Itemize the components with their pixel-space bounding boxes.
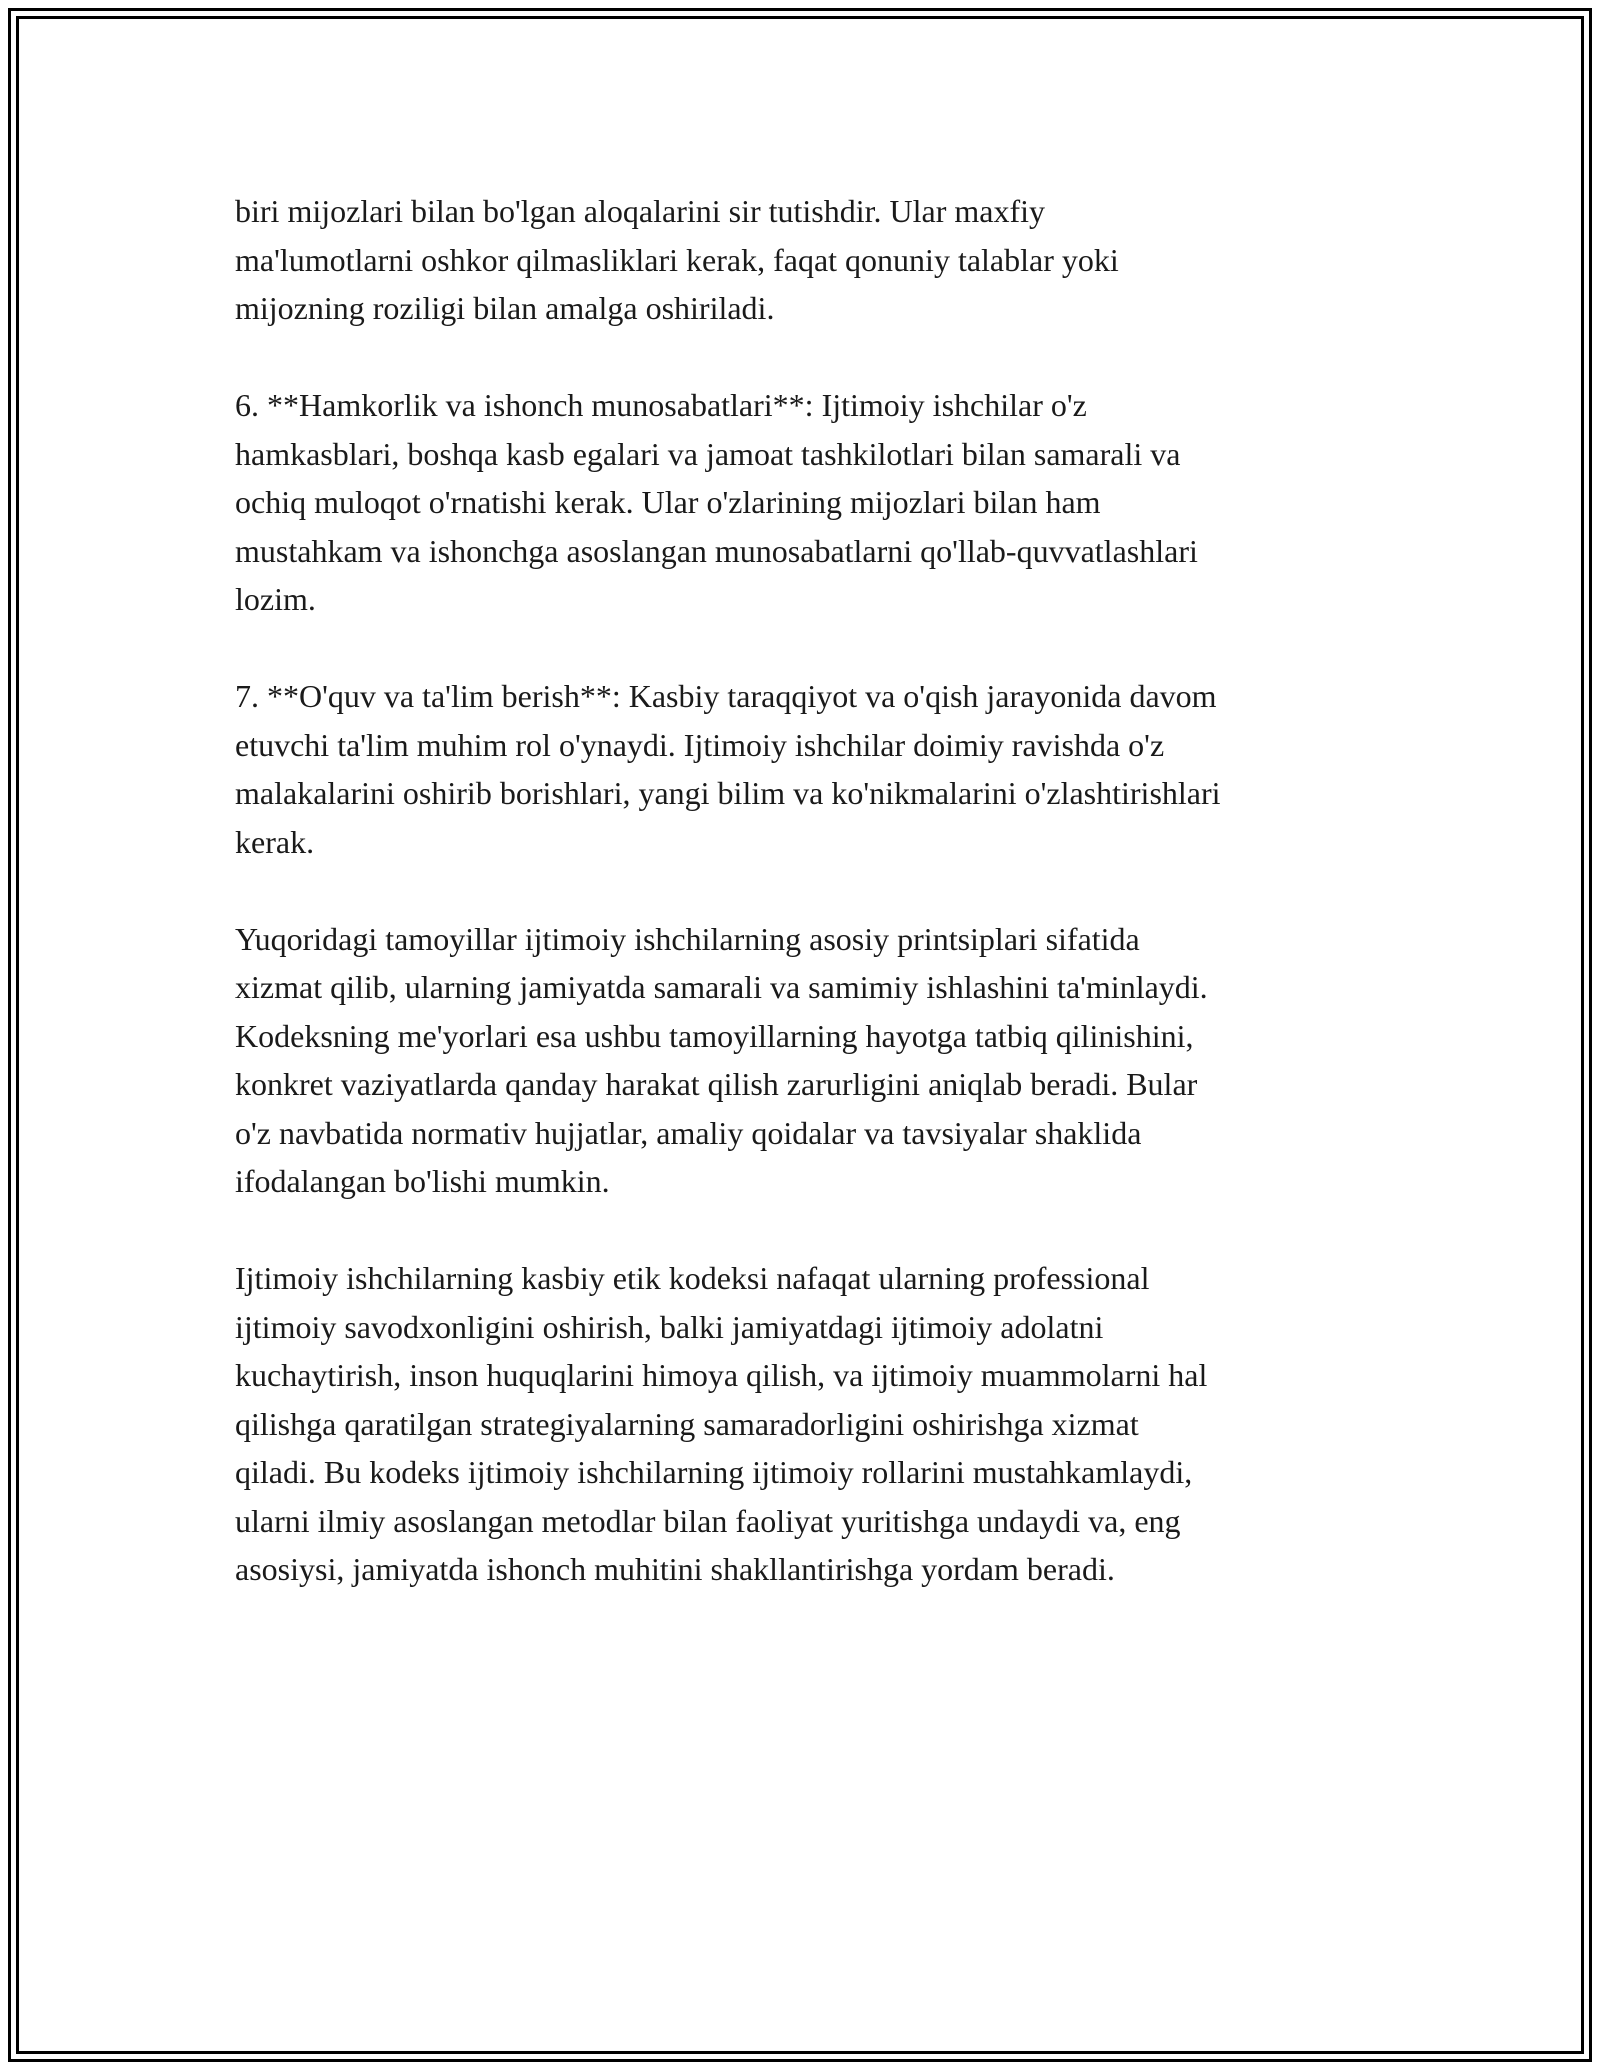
text-line: Ijtimoiy ishchilarning kasbiy etik kodeksi nafaqat ularning professional <box>235 1260 1150 1296</box>
text-line: konkret vaziyatlarda qanday harakat qilish zarurligini aniqlab beradi. Bular <box>235 1066 1198 1102</box>
text-line: hamkasblari, boshqa kasb egalari va jamoat tashkilotlari bilan samarali va <box>235 435 1181 472</box>
paragraph-item-6 <box>235 381 1375 624</box>
text-line: 6. **Hamkorlik va ishonch munosabatlari**: Ijtimoiy ishchilar o'z <box>235 387 1087 423</box>
text-line: lozim. <box>235 581 316 617</box>
document-body <box>235 187 1375 1642</box>
text-line: asosiysi, jamiyatda ishonch muhitini shakllantirishga yordam beradi. <box>235 1551 1115 1587</box>
text-line: malakalarini oshirib borishlari, yangi bilim va ko'nikmalarini o'zlashtirishlari <box>235 775 1221 811</box>
text-line: ijtimoiy savodxonligini oshirish, balki jamiyatdagi ijtimoiy adolatni <box>235 1308 1104 1345</box>
text-line: ochiq muloqot o'rnatishi kerak. Ular o'zlarining mijozlari bilan ham <box>235 484 1101 520</box>
text-line: Kodeksning me'yorlari esa ushbu tamoyillarning hayotga tatbiq qilinishini, <box>235 1017 1194 1054</box>
paragraph-confidentiality-continued <box>235 187 1375 333</box>
text-line: kerak. <box>235 823 315 860</box>
text-line: qiladi. Bu kodeks ijtimoiy ishchilarning ijtimoiy rollarini mustahkamlaydi, <box>235 1454 1193 1490</box>
text-line: 7. **O'quv va ta'lim berish**: Kasbiy taraqqiyot va o'qish jarayonida davom <box>235 678 1217 714</box>
paragraph-item-7 <box>235 672 1375 866</box>
text-line: ularni ilmiy asoslangan metodlar bilan faoliyat yuritishga undaydi va, eng <box>235 1502 1181 1539</box>
text-line: ifodalangan bo'lishi mumkin. <box>235 1163 610 1199</box>
text-line: biri mijozlari bilan bo'lgan aloqalarini sir tutishdir. Ular maxfiy <box>235 193 1046 229</box>
text-line: Yuqoridagi tamoyillar ijtimoiy ishchilarning asosiy printsiplari sifatida <box>235 920 1140 957</box>
text-line: ma'lumotlarni oshkor qilmasliklari kerak, faqat qonuniy talablar yoki <box>235 241 1119 278</box>
text-line: mustahkam va ishonchga asoslangan munosabatlarni qo'llab-quvvatlashlari <box>235 532 1198 569</box>
text-line: qilishga qaratilgan strategiyalarning samaradorligini oshirishga xizmat <box>235 1405 1139 1442</box>
text-line: xizmat qilib, ularning jamiyatda samarali va samimiy ishlashini ta'minlaydi. <box>235 969 1208 1005</box>
text-line: mijozning roziligi bilan amalga oshiriladi. <box>235 290 775 326</box>
text-line: kuchaytirish, inson huquqlarini himoya qilish, va ijtimoiy muammolarni hal <box>235 1357 1208 1393</box>
paragraph-principles-summary <box>235 915 1375 1206</box>
paragraph-ethics-code-conclusion <box>235 1254 1375 1594</box>
text-line: o'z navbatida normativ hujjatlar, amaliy qoidalar va tavsiyalar shaklida <box>235 1114 1142 1151</box>
text-line: etuvchi ta'lim muhim rol o'ynaydi. Ijtimoiy ishchilar doimiy ravishda o'z <box>235 726 1165 763</box>
